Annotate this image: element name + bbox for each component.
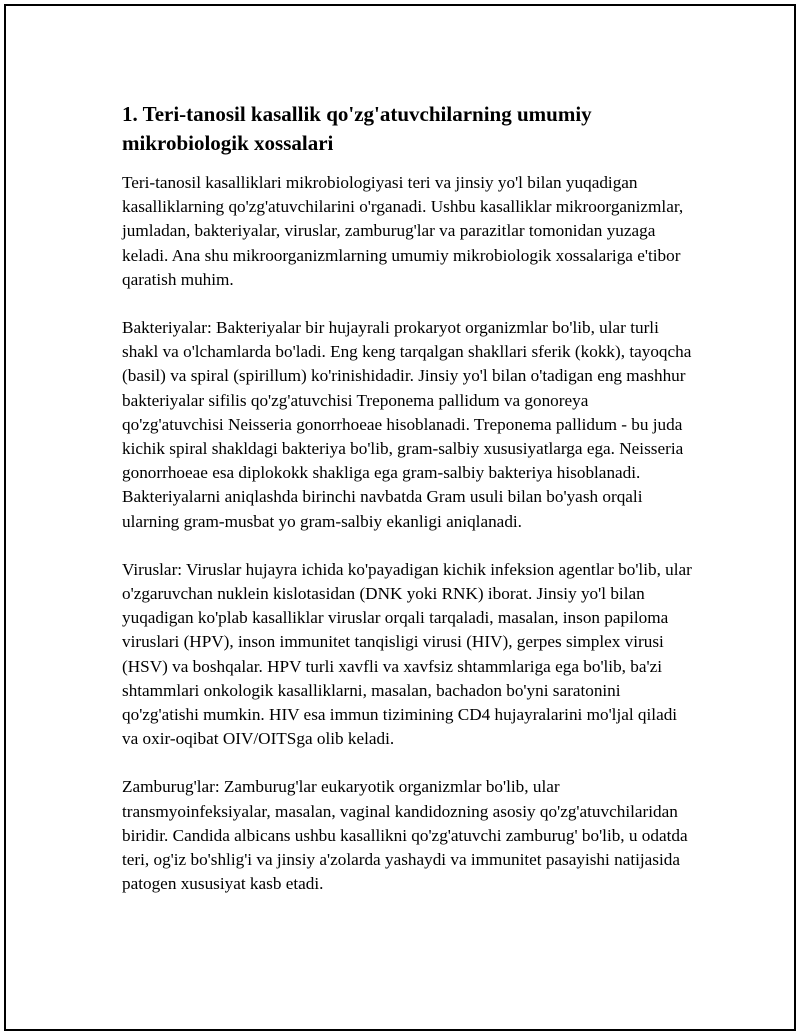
- paragraph-bacteria: Bakteriyalar: Bakteriyalar bir hujayrali prokaryot organizmlar bo'lib, ular turli shakl va o'lchamlarda bo'ladi. Eng keng tarqalgan shakllari sferik (kokk), tayoqcha (basil) va spiral (spirillum) ko'rinishidadir. Jinsiy yo'l bilan o'tadigan eng mashhur bakteriyalar sifilis qo'zg'atuvchisi Treponema pallidum va gonoreya qo'zg'atuvchisi Neisseria gonorrhoeae hisoblanadi. Treponema pallidum - bu juda kichik spiral shakldagi bakteriya bo'lib, gram-salbiy xususiyatlarga ega. Neisseria gonorrhoeae esa diplokokk shakliga ega gram-salbiy bakteriya hisoblanadi. Bakteriyalarni aniqlashda birinchi navbatda Gram usuli bilan bo'yash orqali ularning gram-musbat yo gram-salbiy ekanligi aniqlanadi.: [122, 318, 692, 531]
- document-page: [4, 4, 796, 1031]
- paragraph-viruses: Viruslar: Viruslar hujayra ichida ko'payadigan kichik infeksion agentlar bo'lib, ular o'zgaruvchan nuklein kislotasidan (DNK yoki RNK) iborat. Jinsiy yo'l bilan yuqadigan ko'plab kasalliklar viruslar orqali tarqaladi, masalan, inson papiloma viruslari (HPV), inson immunitet tanqisligi virusi (HIV), gerpes simplex virusi (HSV) va boshqalar. HPV turli xavfli va xavfsiz shtammlariga ega bo'lib, ba'zi shtammlari onkologik kasalliklarni, masalan, bachadon bo'yni saratonini qo'zg'atishi mumkin. HIV esa immun tizimining CD4 hujayralarini mo'ljal qiladi va oxir-oqibat OIV/OITSga olib keladi.: [122, 559, 692, 749]
- section-heading: 1. Teri-tanosil kasallik qo'zg'atuvchilarning umumiy mikrobiologik xossalari: [122, 102, 592, 155]
- document-content: [122, 100, 694, 920]
- paragraph-fungi: Zamburug'lar: Zamburug'lar eukaryotik organizmlar bo'lib, ular transmyoinfeksiyalar, masalan, vaginal kandidozning asosiy qo'zg'atuvchilaridan biridir. Candida albicans ushbu kasallikni qo'zg'atuvchi zamburug' bo'lib, u odatda teri, og'iz bo'shlig'i va jinsiy a'zolarda yashaydi va immunitet pasayishi natijasida patogen xususiyat kasb etadi.: [122, 777, 688, 894]
- paragraph-intro: Teri-tanosil kasalliklari mikrobiologiyasi teri va jinsiy yo'l bilan yuqadigan kasalliklarning qo'zg'atuvchilarini o'rganadi. Ushbu kasalliklar mikroorganizmlar, jumladan, bakteriyalar, viruslar, zamburug'lar va parazitlar tomonidan yuzaga keladi. Ana shu mikroorganizmlarning umumiy mikrobiologik xossalariga e'tibor qaratish muhim.: [122, 173, 684, 289]
